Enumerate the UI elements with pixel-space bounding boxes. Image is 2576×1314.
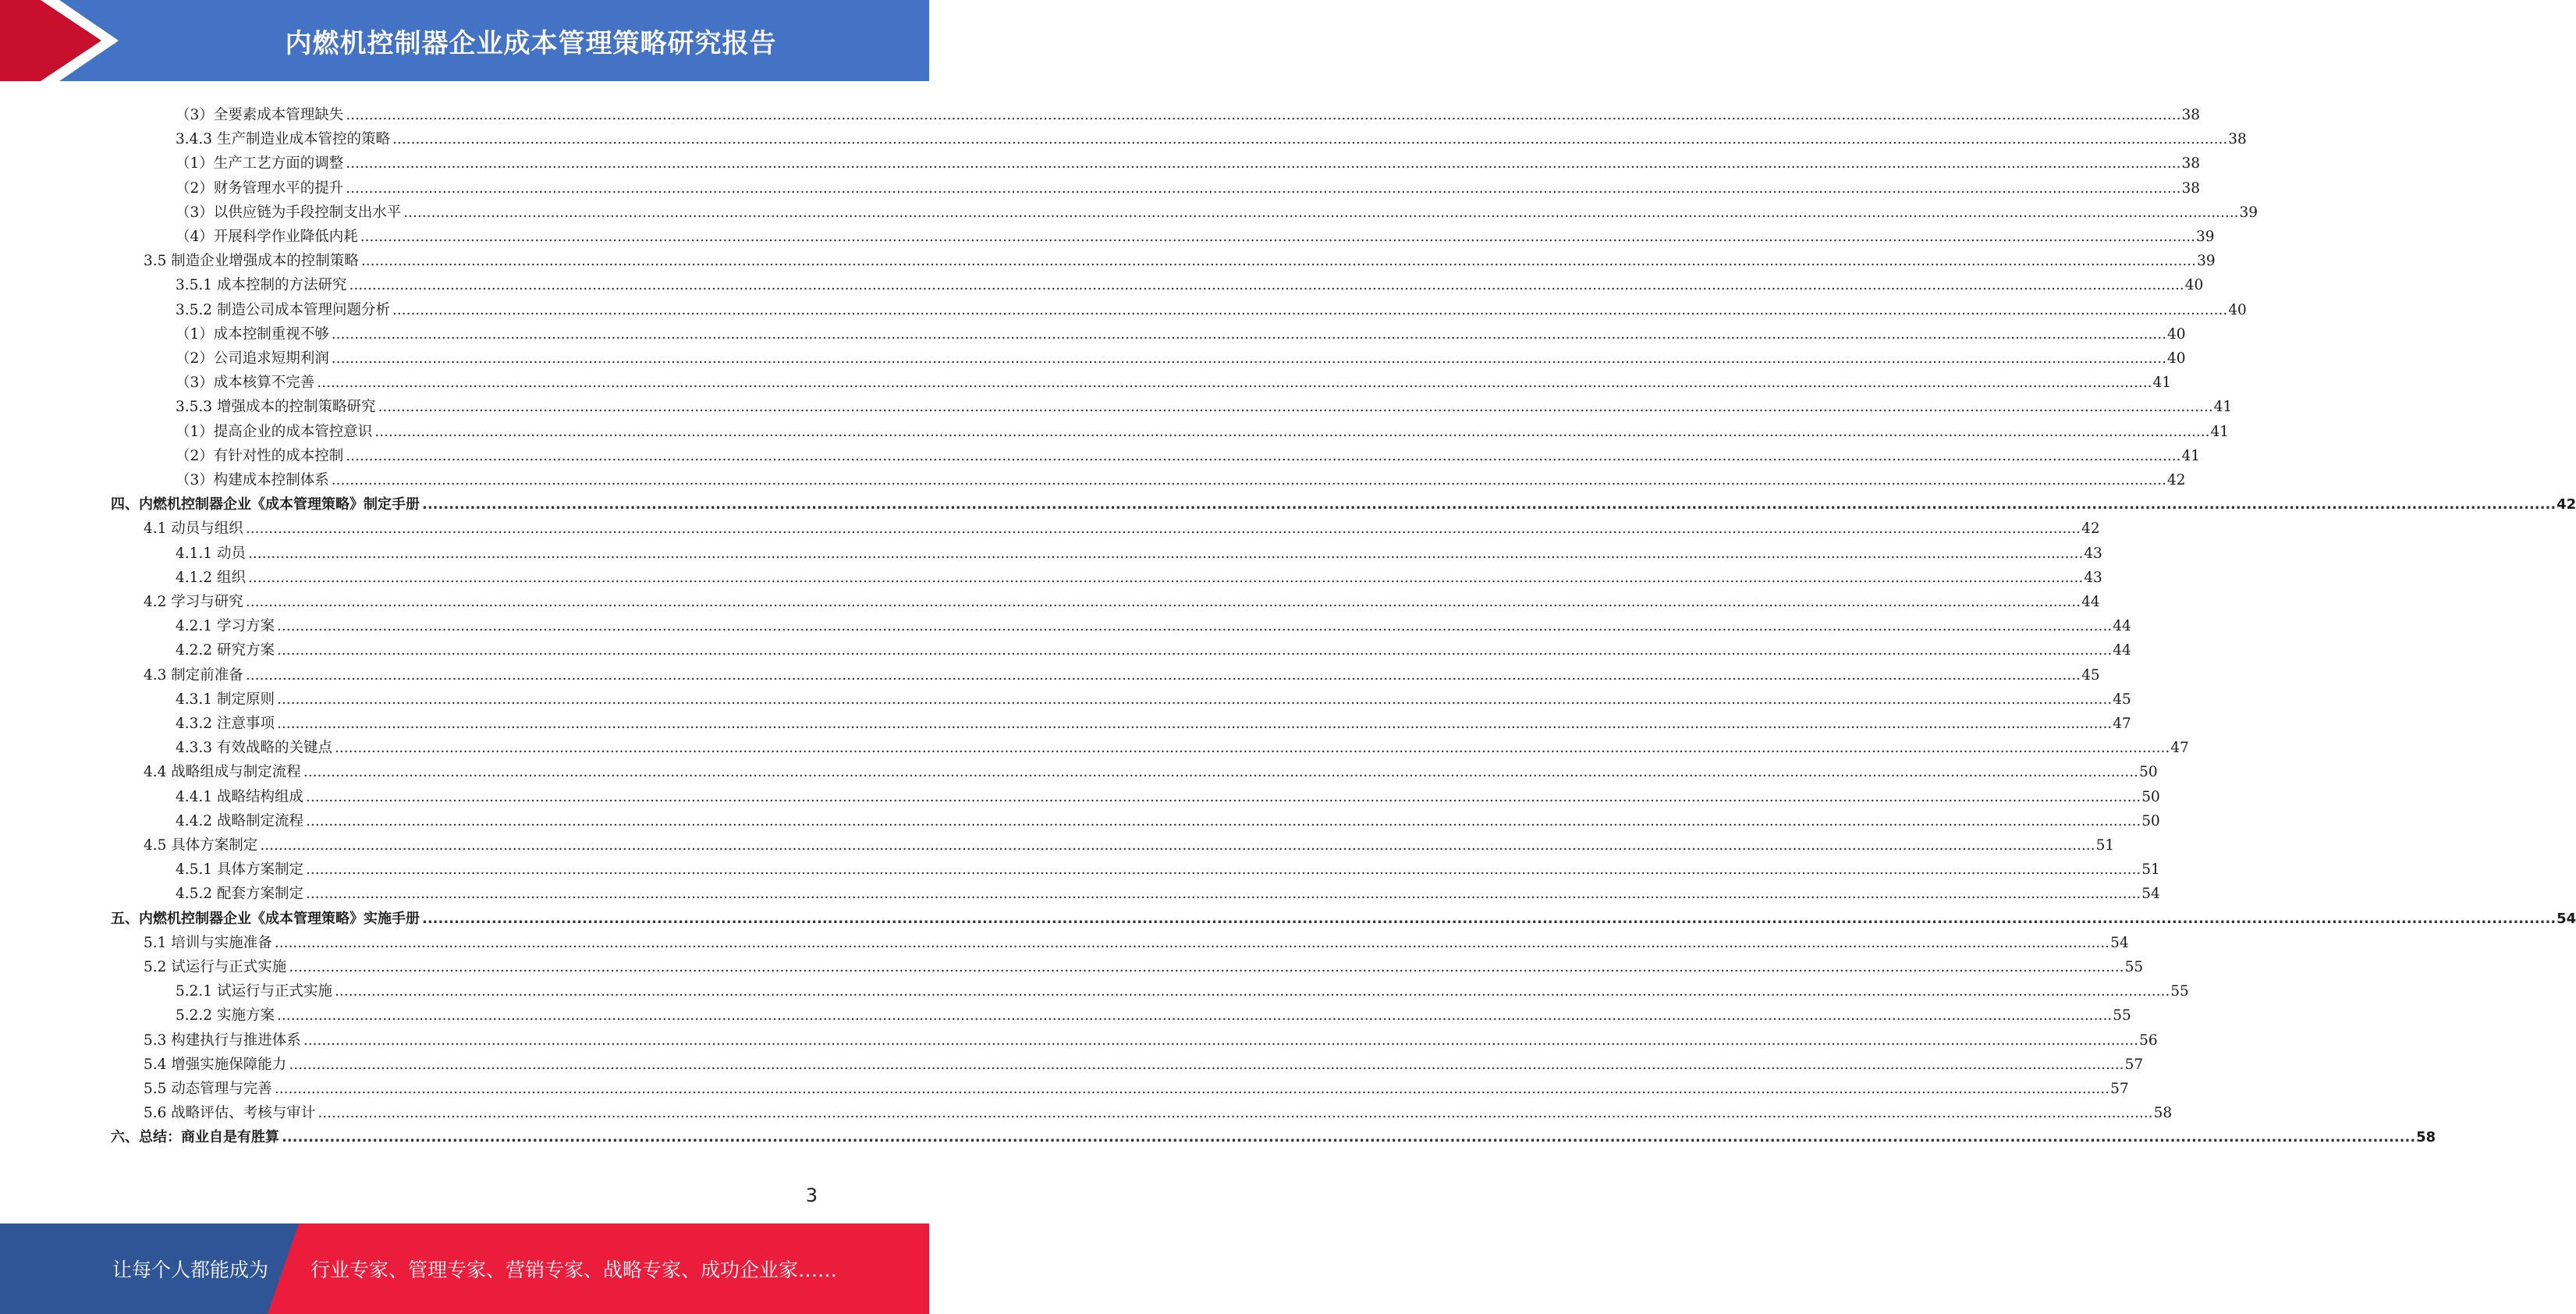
toc-entry-label: （1）成本控制重视不够: [176, 325, 329, 343]
toc-entry-page: 41: [2152, 375, 2172, 392]
toc-entry-label: 4.3 制定前准备: [144, 666, 243, 684]
toc-entry-page: 43: [2084, 569, 2102, 586]
toc-entry-label: 3.5.2 制造公司成本管理问题分析: [176, 301, 390, 318]
toc-entry-label: 5.2 试运行与正式实施: [144, 959, 287, 975]
toc-dot-leader: ................................................................................................................................................................................................................................................................................................................................................................................................................: [245, 666, 2081, 684]
toc-entry-page: 41: [2213, 399, 2233, 416]
toc-entry-page: 45: [2081, 666, 2100, 684]
toc-entry-label: 4.1.2 组织: [176, 569, 246, 586]
toc-dot-leader: ................................................................................................................................................................................................................................................................................................................................................................................................................: [378, 399, 2213, 416]
toc-entry-page: 55: [2124, 959, 2144, 975]
toc-entry-page: 47: [2170, 740, 2189, 757]
toc-dot-leader: ................................................................................................................................................................................................................................................................................................................................................................................................................: [274, 934, 2110, 951]
toc-entry-label: 4.2.2 研究方案: [176, 642, 275, 659]
toc-entry-label: 4.5 具体方案制定: [144, 837, 258, 854]
toc-entry[interactable]: [176, 806, 2160, 830]
toc-dot-leader: ................................................................................................................................................................................................................................................................................................................................................................................................................: [403, 204, 2239, 221]
toc-entry-label: 5.4 增强实施保障能力: [144, 1056, 287, 1073]
toc-dot-leader: ................................................................................................................................................................................................................................................................................................................................................................................................................: [276, 1007, 2113, 1025]
toc-entry-label: （3）以供应链为手段控制支出水平: [176, 204, 402, 221]
toc-entry-page: 55: [2170, 983, 2189, 1000]
toc-entry[interactable]: [176, 417, 2230, 441]
toc-entry-page: 43: [2084, 545, 2102, 562]
toc-entry-label: 四、内燃机控制器企业《成本管理策略》制定手册: [111, 496, 420, 513]
toc-entry-page: 56: [2139, 1032, 2158, 1049]
toc-entry[interactable]: [144, 928, 2129, 952]
toc-dot-leader: ................................................................................................................................................................................................................................................................................................................................................................................................................: [360, 229, 2196, 245]
toc-dot-leader: ................................................................................................................................................................................................................................................................................................................................................................................................................: [331, 472, 2167, 488]
toc-dot-leader: ................................................................................................................................................................................................................................................................................................................................................................................................................: [305, 788, 2141, 805]
toc-entry-page: 50: [2139, 764, 2158, 781]
toc-entry-page: 41: [2181, 447, 2201, 464]
toc-dot-leader: ................................................................................................................................................................................................................................................................................................................................................................................................................: [282, 1129, 2416, 1146]
toc-entry-page: 54: [2556, 910, 2576, 927]
toc-dot-leader: ................................................................................................................................................................................................................................................................................................................................................................................................................: [276, 691, 2113, 708]
toc-entry-label: 4.1.1 动员: [176, 545, 246, 562]
toc-entry[interactable]: [176, 611, 2131, 635]
toc-dot-leader: ................................................................................................................................................................................................................................................................................................................................................................................................................: [349, 277, 2184, 294]
toc-entry[interactable]: [176, 343, 2186, 368]
toc-entry-page: 54: [2141, 886, 2160, 903]
toc-entry[interactable]: [176, 976, 2189, 1000]
toc-entry-label: 五、内燃机控制器企业《成本管理策略》实施手册: [111, 910, 420, 927]
toc-entry-page: 38: [2228, 131, 2247, 148]
toc-entry-page: 39: [2196, 229, 2215, 245]
toc-entry-page: 45: [2113, 691, 2131, 708]
toc-dot-leader: ................................................................................................................................................................................................................................................................................................................................................................................................................: [303, 764, 2139, 781]
toc-entry-label: （3）成本核算不完善: [176, 375, 315, 392]
toc-entry-page: 39: [2239, 204, 2258, 221]
toc-dot-leader: ................................................................................................................................................................................................................................................................................................................................................................................................................: [392, 301, 2228, 318]
toc-entry[interactable]: [176, 733, 2189, 757]
toc-entry-label: 3.4.3 生产制造业成本管控的策略: [176, 131, 390, 148]
toc-entry-label: 4.4.1 战略结构组成: [176, 788, 303, 805]
toc-entry-page: 44: [2081, 594, 2100, 610]
toc-entry-label: 5.5 动态管理与完善: [144, 1081, 272, 1097]
toc-entry-label: （2）公司追求短期利润: [176, 350, 329, 367]
toc-entry[interactable]: [144, 1025, 2158, 1049]
toc-entry-page: 57: [2110, 1081, 2129, 1097]
toc-entry-page: 42: [2081, 520, 2100, 538]
toc-dot-leader: ................................................................................................................................................................................................................................................................................................................................................................................................................: [346, 155, 2181, 172]
toc-entry[interactable]: [111, 904, 2576, 928]
toc-entry-page: 40: [2228, 301, 2247, 318]
toc-entry-label: （1）提高企业的成本管控意识: [176, 423, 373, 440]
toc-dot-leader: ................................................................................................................................................................................................................................................................................................................................................................................................................: [247, 569, 2084, 586]
toc-entry-page: 57: [2124, 1056, 2144, 1073]
toc-entry-label: 3.5.1 成本控制的方法研究: [176, 277, 347, 294]
toc-entry[interactable]: [176, 465, 2186, 489]
toc-entry-label: 4.3.3 有效战略的关键点: [176, 740, 332, 757]
toc-entry-label: 六、总结：商业自是有胜算: [111, 1129, 279, 1146]
toc-entry-label: （3）构建成本控制体系: [176, 472, 329, 488]
toc-entry[interactable]: [144, 1098, 2173, 1122]
toc-dot-leader: ................................................................................................................................................................................................................................................................................................................................................................................................................: [360, 253, 2197, 270]
toc-entry[interactable]: [144, 952, 2144, 976]
toc-entry[interactable]: [144, 587, 2100, 611]
toc-entry-label: 4.3.2 注意事项: [176, 716, 275, 732]
page-footer: [0, 1223, 929, 1314]
toc-entry-label: 5.2.1 试运行与正式实施: [176, 983, 332, 1000]
toc-entry-page: 42: [2167, 472, 2186, 488]
toc-entry[interactable]: [176, 782, 2160, 806]
toc-entry-page: 50: [2141, 788, 2160, 805]
page-number: 3: [805, 1184, 818, 1206]
toc-entry-page: 42: [2556, 496, 2576, 513]
toc-dot-leader: ................................................................................................................................................................................................................................................................................................................................................................................................................: [276, 716, 2113, 732]
toc-entry[interactable]: [176, 197, 2258, 222]
toc-entry[interactable]: [176, 270, 2204, 294]
toc-entry[interactable]: [176, 635, 2131, 659]
toc-entry[interactable]: [176, 295, 2247, 319]
toc-entry[interactable]: [176, 100, 2201, 124]
toc-entry-page: 55: [2113, 1007, 2131, 1025]
toc-dot-leader: ................................................................................................................................................................................................................................................................................................................................................................................................................: [289, 959, 2124, 975]
toc-dot-leader: ................................................................................................................................................................................................................................................................................................................................................................................................................: [334, 740, 2170, 757]
report-title: 内燃机控制器企业成本管理策略研究报告: [285, 27, 777, 59]
footer-slogan-right: 行业专家、管理专家、营销专家、战略专家、成功企业家……: [310, 1259, 838, 1281]
toc-entry[interactable]: [144, 757, 2158, 781]
toc-entry[interactable]: [111, 489, 2576, 513]
toc-entry-label: （4）开展科学作业降低内耗: [176, 229, 358, 245]
toc-entry-page: 38: [2181, 155, 2201, 172]
toc-entry[interactable]: [176, 148, 2201, 172]
toc-entry-page: 58: [2153, 1105, 2173, 1122]
toc-entry-label: 5.3 构建执行与推进体系: [144, 1032, 301, 1049]
toc-entry[interactable]: [144, 513, 2100, 538]
toc-dot-leader: ................................................................................................................................................................................................................................................................................................................................................................................................................: [346, 107, 2181, 123]
toc-entry-page: 39: [2197, 253, 2216, 270]
toc-entry[interactable]: [176, 392, 2233, 416]
toc-entry-label: （2）有针对性的成本控制: [176, 447, 344, 464]
toc-entry-page: 54: [2110, 934, 2129, 951]
toc-dot-leader: ................................................................................................................................................................................................................................................................................................................................................................................................................: [303, 1032, 2139, 1049]
toc-dot-leader: ................................................................................................................................................................................................................................................................................................................................................................................................................: [392, 131, 2228, 148]
toc-entry[interactable]: [144, 830, 2115, 854]
toc-entry-page: 40: [2167, 325, 2186, 343]
toc-entry-label: （3）全要素成本管理缺失: [176, 107, 344, 123]
toc-entry-label: 4.4.2 战略制定流程: [176, 812, 303, 829]
toc-entry-label: 4.2.1 学习方案: [176, 618, 275, 635]
toc-dot-leader: ................................................................................................................................................................................................................................................................................................................................................................................................................: [276, 642, 2113, 659]
toc-entry[interactable]: [176, 708, 2131, 733]
toc-entry[interactable]: [144, 1049, 2144, 1074]
toc-entry-label: 3.5.3 增强成本的控制策略研究: [176, 399, 376, 416]
toc-entry-page: 44: [2113, 618, 2131, 635]
toc-entry-label: 5.2.2 实施方案: [176, 1007, 275, 1025]
toc-entry-page: 50: [2141, 812, 2160, 829]
footer-slogan-left: 让每个人都能成为: [112, 1259, 269, 1281]
toc-dot-leader: ................................................................................................................................................................................................................................................................................................................................................................................................................: [274, 1081, 2110, 1097]
toc-entry[interactable]: [176, 319, 2186, 343]
toc-entry-label: 5.6 战略评估、考核与审计: [144, 1105, 316, 1122]
toc-dot-leader: ................................................................................................................................................................................................................................................................................................................................................................................................................: [245, 520, 2081, 538]
toc-dot-leader: ................................................................................................................................................................................................................................................................................................................................................................................................................: [305, 861, 2141, 879]
toc-dot-leader: ................................................................................................................................................................................................................................................................................................................................................................................................................: [318, 1105, 2153, 1122]
toc-entry[interactable]: [176, 854, 2160, 879]
toc-dot-leader: ................................................................................................................................................................................................................................................................................................................................................................................................................: [422, 496, 2556, 513]
toc-entry[interactable]: [144, 246, 2216, 270]
toc-entry-page: 58: [2416, 1129, 2436, 1146]
toc-dot-leader: ................................................................................................................................................................................................................................................................................................................................................................................................................: [260, 837, 2095, 854]
toc-dot-leader: ................................................................................................................................................................................................................................................................................................................................................................................................................: [422, 910, 2556, 927]
toc-dot-leader: ................................................................................................................................................................................................................................................................................................................................................................................................................: [346, 179, 2181, 197]
toc-dot-leader: ................................................................................................................................................................................................................................................................................................................................................................................................................: [374, 423, 2210, 440]
toc-entry[interactable]: [176, 1000, 2131, 1025]
toc-entry-page: 51: [2095, 837, 2115, 854]
toc-entry[interactable]: [176, 684, 2131, 708]
toc-entry-label: 5.1 培训与实施准备: [144, 934, 272, 951]
toc-entry[interactable]: [176, 538, 2102, 563]
toc-dot-leader: ................................................................................................................................................................................................................................................................................................................................................................................................................: [245, 594, 2081, 610]
toc-entry-page: 44: [2113, 642, 2131, 659]
toc-dot-leader: ................................................................................................................................................................................................................................................................................................................................................................................................................: [331, 325, 2167, 343]
toc-entry-label: （2）财务管理水平的提升: [176, 179, 344, 197]
toc-entry-page: 41: [2210, 423, 2230, 440]
toc-dot-leader: ................................................................................................................................................................................................................................................................................................................................................................................................................: [331, 350, 2167, 367]
toc-entry[interactable]: [176, 368, 2172, 392]
toc-entry-label: （1）生产工艺方面的调整: [176, 155, 344, 172]
toc-entry-page: 38: [2181, 179, 2201, 197]
toc-entry[interactable]: [144, 1074, 2129, 1098]
toc-dot-leader: ................................................................................................................................................................................................................................................................................................................................................................................................................: [289, 1056, 2124, 1073]
toc-entry[interactable]: [176, 563, 2102, 587]
toc-entry[interactable]: [176, 441, 2201, 465]
toc-dot-leader: ................................................................................................................................................................................................................................................................................................................................................................................................................: [317, 375, 2152, 392]
toc-entry-page: 40: [2167, 350, 2186, 367]
toc-dot-leader: ................................................................................................................................................................................................................................................................................................................................................................................................................: [276, 618, 2113, 635]
toc-entry-page: 40: [2184, 277, 2204, 294]
toc-entry-label: 4.4 战略组成与制定流程: [144, 764, 301, 781]
toc-entry[interactable]: [176, 222, 2215, 246]
toc-entry[interactable]: [111, 1122, 2436, 1146]
toc-entry[interactable]: [176, 879, 2160, 903]
toc-entry-page: 38: [2181, 107, 2201, 123]
toc-entry-label: 4.2 学习与研究: [144, 594, 243, 610]
toc-entry-label: 4.5.1 具体方案制定: [176, 861, 303, 879]
toc-entry-page: 47: [2113, 716, 2131, 732]
toc-entry-label: 4.1 动员与组织: [144, 520, 243, 538]
toc-dot-leader: ................................................................................................................................................................................................................................................................................................................................................................................................................: [346, 447, 2181, 464]
toc-dot-leader: ................................................................................................................................................................................................................................................................................................................................................................................................................: [305, 886, 2141, 903]
toc-dot-leader: ................................................................................................................................................................................................................................................................................................................................................................................................................: [247, 545, 2084, 562]
page-header: [0, 0, 929, 86]
toc-entry-page: 51: [2141, 861, 2160, 879]
toc-dot-leader: ................................................................................................................................................................................................................................................................................................................................................................................................................: [334, 983, 2170, 1000]
toc-entry-label: 3.5 制造企业增强成本的控制策略: [144, 253, 359, 270]
toc-dot-leader: ................................................................................................................................................................................................................................................................................................................................................................................................................: [305, 812, 2141, 829]
toc-entry[interactable]: [176, 173, 2201, 197]
toc-entry[interactable]: [144, 660, 2100, 684]
toc-entry-label: 4.5.2 配套方案制定: [176, 886, 303, 903]
toc-entry-label: 4.3.1 制定原则: [176, 691, 275, 708]
toc-entry[interactable]: [176, 124, 2247, 148]
